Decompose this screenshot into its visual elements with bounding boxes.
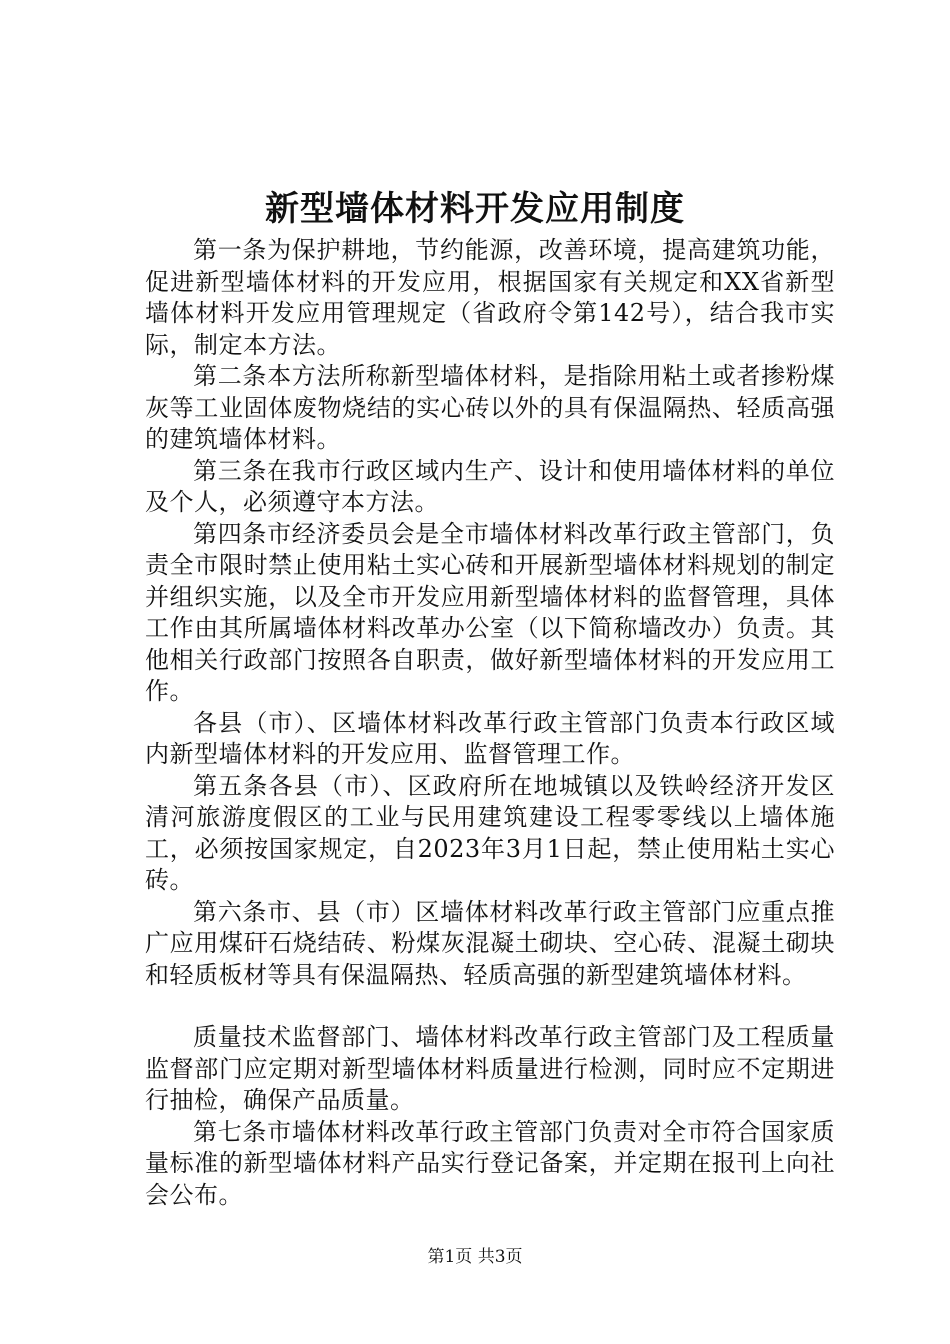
- paragraph-article-6: 第六条市、县（市）区墙体材料改革行政主管部门应重点推广应用煤矸石烧结砖、粉煤灰混凝土砌块、空心砖、混凝土砌块和轻质板材等具有保温隔热、轻质高强的新型建筑墙体材料。: [145, 897, 835, 989]
- paragraph-article-7: 第七条市墙体材料改革行政主管部门负责对全市符合国家质量标准的新型墙体材料产品实行登记备案，并定期在报刊上向社会公布。: [145, 1117, 835, 1209]
- paragraph-article-4: 第四条市经济委员会是全市墙体材料改革行政主管部门，负责全市限时禁止使用粘土实心砖和开展新型墙体材料规划的制定并组织实施，以及全市开发应用新型墙体材料的监督管理，具体工作由其所属墙体材料改革办公室（以下简称墙改办）负责。其他相关行政部门按照各自职责，做好新型墙体材料的开发应用工作。: [145, 519, 835, 705]
- paragraph-article-2: 第二条本方法所称新型墙体材料，是指除用粘土或者掺粉煤灰等工业固体废物烧结的实心砖以外的具有保温隔热、轻质高强的建筑墙体材料。: [145, 362, 835, 453]
- paragraph-article-3: 第三条在我市行政区域内生产、设计和使用墙体材料的单位及个人，必须遵守本方法。: [145, 456, 835, 516]
- page-number-footer: 第1页 共3页: [427, 1247, 523, 1267]
- paragraph-quality-inspection: 质量技术监督部门、墙体材料改革行政主管部门及工程质量监督部门应定期对新型墙体材料质量进行检测，同时应不定期进行抽检，确保产品质量。: [145, 1023, 835, 1114]
- document-title: 新型墙体材料开发应用制度: [265, 189, 685, 229]
- paragraph-county-duties: 各县（市）、区墙体材料改革行政主管部门负责本行政区域内新型墙体材料的开发应用、监督管理工作。: [145, 708, 835, 768]
- paragraph-article-5: 第五条各县（市）、区政府所在地城镇以及铁岭经济开发区清河旅游度假区的工业与民用建筑建设工程零零线以上墙体施工，必须按国家规定，自2023年3月1日起，禁止使用粘土实心砖。: [145, 771, 835, 894]
- paragraph-article-1: 第一条为保护耕地，节约能源，改善环境，提高建筑功能，促进新型墙体材料的开发应用，根据国家有关规定和XX省新型墙体材料开发应用管理规定（省政府令第142号），结合我市实际，制定本方法。: [145, 236, 835, 359]
- document-body: [145, 235, 835, 1211]
